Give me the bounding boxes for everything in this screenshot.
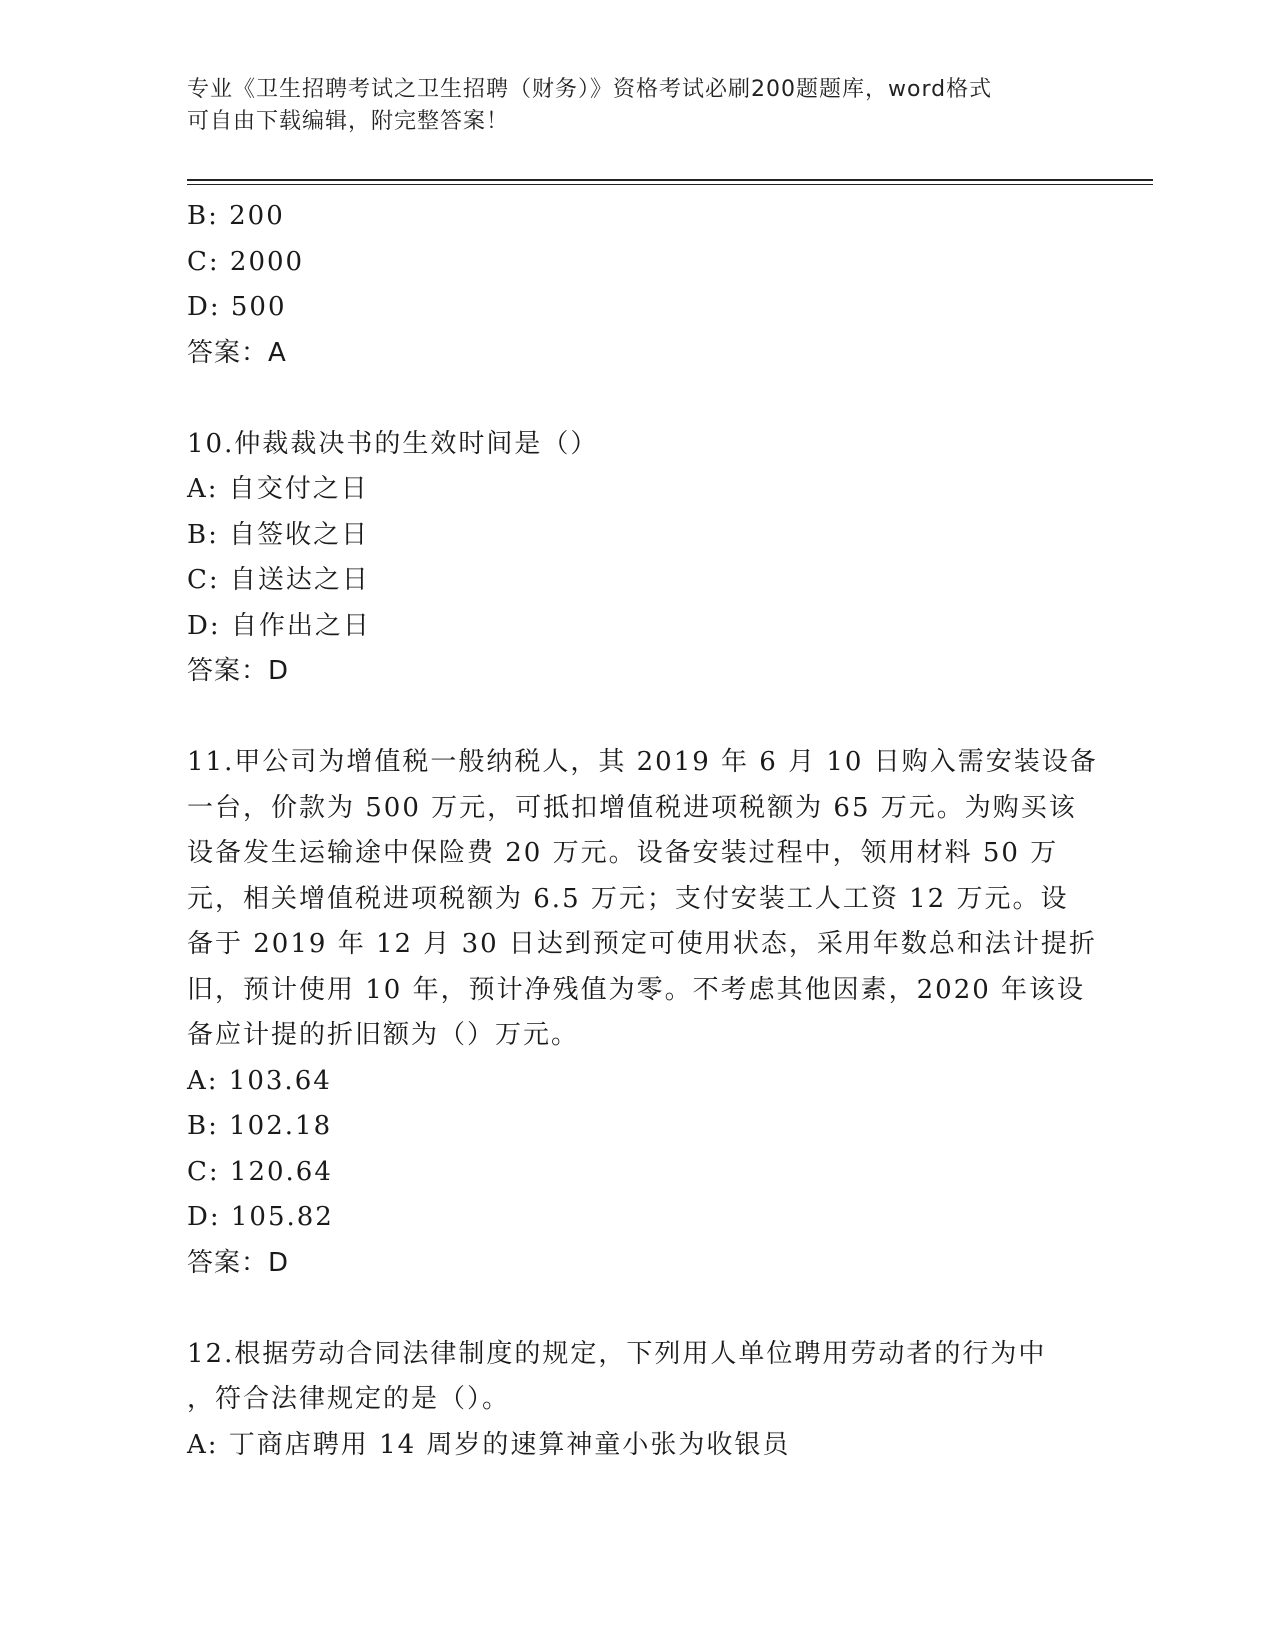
answer-line: 答案：D [187, 656, 290, 686]
question-text-line: 12.根据劳动合同法律制度的规定，下列用人单位聘用劳动者的行为中 [187, 1338, 1047, 1369]
option-a: A: 103.64 [187, 1065, 332, 1096]
option-c: C: 120.64 [187, 1156, 333, 1187]
option-b: B: 102.18 [187, 1111, 333, 1141]
option-d: D: 500 [187, 292, 287, 322]
question-text-line: 11.甲公司为增值税一般纳税人，其 2019 年 6 月 10 日购入需安装设备 [187, 747, 1098, 777]
option-d: D: 105.82 [187, 1202, 334, 1232]
header-divider-thick [187, 179, 1153, 181]
spacer [187, 376, 1087, 422]
option-a: A: 丁商店聘用 14 周岁的速算神童小张为收银员 [187, 1429, 791, 1460]
question-10 [187, 422, 1087, 695]
option-b: B: 自签收之日 [187, 519, 370, 550]
question-text-line: 备于 2019 年 12 月 30 日达到预定可使用状态，采用年数总和法计提折 [187, 929, 1097, 959]
answer-line: 答案：D [187, 1247, 290, 1278]
question-text-line: 备应计提的折旧额为（）万元。 [187, 1020, 580, 1050]
question-text: 10.仲裁裁决书的生效时间是（） [187, 428, 599, 459]
question-11 [187, 740, 1098, 1286]
option-c: C: 自送达之日 [187, 565, 370, 595]
option-b: B: 200 [187, 201, 285, 231]
option-d: D: 自作出之日 [187, 610, 371, 641]
option-a: A: 自交付之日 [187, 474, 369, 504]
header-divider-thin [187, 184, 1153, 185]
question-text-line: 一台，价款为 500 万元，可抵扣增值税进项税额为 65 万元。为购买该 [187, 792, 1077, 823]
document-header [187, 74, 1067, 138]
spacer [187, 695, 1087, 741]
question-12 [187, 1332, 1087, 1469]
spacer [187, 1286, 1087, 1332]
question-text-line: 元，相关增值税进项税额为 6.5 万元；支付安装工人工资 12 万元。设 [187, 883, 1069, 914]
document-body [187, 194, 1098, 1468]
question-text-line: 设备发生运输途中保险费 20 万元。设备安装过程中，领用材料 50 万 [187, 838, 1059, 868]
question-text-line: ，符合法律规定的是（）。 [187, 1384, 511, 1414]
header-title-line-2: 可自由下载编辑，附完整答案！ [187, 109, 510, 134]
question-9-tail [187, 194, 1087, 376]
option-c: C: 2000 [187, 246, 305, 277]
answer-line: 答案：A [187, 337, 287, 368]
question-text-line: 旧，预计使用 10 年，预计净残值为零。不考虑其他因素，2020 年该设 [187, 974, 1086, 1005]
header-title-line-1: 专业《卫生招聘考试之卫生招聘（财务）》资格考试必刷200题题库，word格式 [187, 77, 993, 102]
